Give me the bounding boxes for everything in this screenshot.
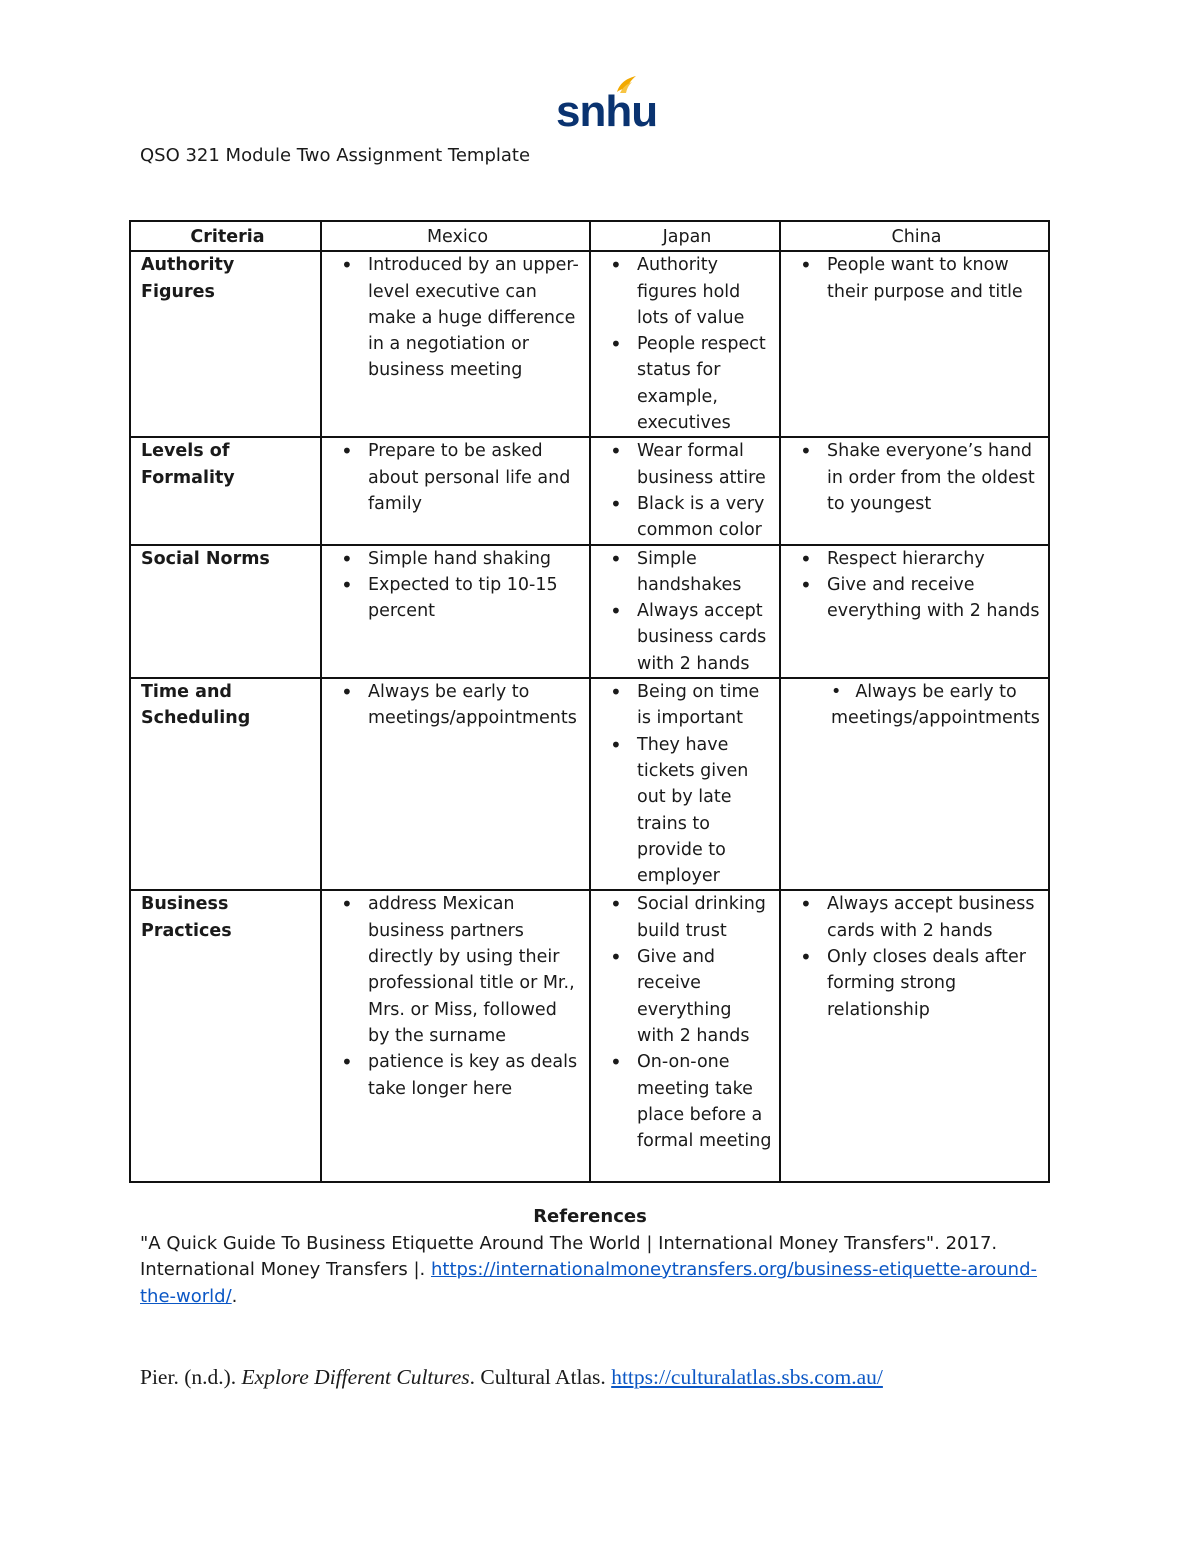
table-row	[130, 251, 1049, 437]
header-row	[130, 221, 1049, 251]
cell-mexico	[321, 251, 590, 437]
cell-china	[780, 545, 1049, 678]
bullet-list	[601, 679, 773, 889]
list-item: • patience is key as deals take longer here	[332, 1049, 583, 1102]
list-item: • Simple hand shaking	[332, 546, 583, 572]
list-item: • They have tickets given out by late trains to provide to employer	[601, 732, 773, 890]
list-item: • address Mexican business partners directly by using their professional title or Mr., Mrs. or Miss, followed by the surname	[332, 891, 583, 1049]
row-label: Business Practices	[130, 890, 321, 1182]
table-row	[130, 545, 1049, 678]
reference-2-source: . Cultural Atlas.	[469, 1365, 612, 1389]
table-row	[130, 678, 1049, 890]
cell-china	[780, 890, 1049, 1182]
table-row	[130, 437, 1049, 544]
reference-1-link[interactable]: https://internationalmoneytransfers.org/business-etiquette-around-the-world/	[140, 1259, 1038, 1307]
cell-japan	[590, 890, 780, 1182]
cell-china	[780, 437, 1049, 544]
list-item: • Being on time is important	[601, 679, 773, 732]
cell-mexico	[321, 678, 590, 890]
table-row	[130, 890, 1049, 1182]
list-item: • Only closes deals after forming strong relationship	[791, 944, 1042, 1023]
list-item: • People want to know their purpose and title	[791, 252, 1042, 305]
reference-1	[140, 1231, 1040, 1311]
list-item: • Always accept business cards with 2 hands	[601, 598, 773, 677]
cell-mexico	[321, 890, 590, 1182]
list-item: • Shake everyone’s hand in order from the oldest to youngest	[791, 438, 1042, 517]
bullet-list	[601, 891, 773, 1154]
header-japan: Japan	[590, 221, 780, 251]
bullet-list	[332, 252, 583, 383]
row-label: Time and Scheduling	[130, 678, 321, 890]
comparison-table	[129, 220, 1050, 1183]
list-item: • Black is a very common color	[601, 491, 773, 544]
cell-japan	[590, 251, 780, 437]
cell-mexico	[321, 545, 590, 678]
references-heading: References	[533, 1206, 647, 1227]
list-item: • Always accept business cards with 2 hands	[791, 891, 1042, 944]
bullet-list	[601, 252, 773, 436]
bullet-list	[791, 891, 1042, 1022]
reference-2	[140, 1362, 883, 1392]
header-china: China	[780, 221, 1049, 251]
list-item-text: Always be early to meetings/appointments	[831, 682, 1040, 729]
bullet-list	[791, 252, 1042, 305]
list-item: • Expected to tip 10-15 percent	[332, 572, 583, 625]
header-criteria: Criteria	[130, 221, 321, 251]
document-title: QSO 321 Module Two Assignment Template	[140, 145, 531, 166]
cell-mexico	[321, 437, 590, 544]
reference-2-title: Explore Different Cultures	[241, 1365, 470, 1389]
reference-1-end: .	[231, 1285, 238, 1307]
bullet-list	[791, 546, 1042, 625]
list-item: • Always be early to meetings/appointments	[332, 679, 583, 732]
reference-2-author: Pier. (n.d.).	[140, 1365, 242, 1389]
list-item	[791, 679, 1042, 732]
reference-1-text: "A Quick Guide To Business Etiquette Around The World | International Money Transfers". 2017. International Money Transfers |.	[140, 1232, 998, 1280]
bullet-list	[601, 438, 773, 543]
row-label: Social Norms	[130, 545, 321, 678]
bullet-list	[332, 546, 583, 625]
list-item: • Social drinking build trust	[601, 891, 773, 944]
bullet-list	[332, 891, 583, 1101]
row-label: Authority Figures	[130, 251, 321, 437]
cell-japan	[590, 545, 780, 678]
list-item: • People respect status for example, executives	[601, 331, 773, 436]
logo-text: snhu	[556, 87, 658, 136]
list-item: • Prepare to be asked about personal life and family	[332, 438, 583, 517]
bullet-icon: •	[831, 682, 842, 703]
references-section	[140, 1204, 1040, 1310]
cell-japan	[590, 437, 780, 544]
bullet-list	[332, 679, 583, 732]
list-item: • Give and receive everything with 2 hands	[791, 572, 1042, 625]
bullet-list	[601, 546, 773, 677]
list-item: • Authority figures hold lots of value	[601, 252, 773, 331]
list-item: • Give and receive everything with 2 hands	[601, 944, 773, 1049]
cell-japan	[590, 678, 780, 890]
cell-china	[780, 251, 1049, 437]
list-item: • Wear formal business attire	[601, 438, 773, 491]
list-item: • On-on-one meeting take place before a formal meeting	[601, 1049, 773, 1154]
cell-china	[780, 678, 1049, 890]
reference-2-link[interactable]: https://culturalatlas.sbs.com.au/	[611, 1365, 883, 1389]
snhu-logo	[556, 72, 658, 136]
row-label: Levels of Formality	[130, 437, 321, 544]
bullet-list	[332, 438, 583, 517]
list-item: • Respect hierarchy	[791, 546, 1042, 572]
bullet-list	[791, 438, 1042, 517]
list-item: • Introduced by an upper-level executive can make a huge difference in a negotiation or business meeting	[332, 252, 583, 383]
header-mexico: Mexico	[321, 221, 590, 251]
list-item: • Simple handshakes	[601, 546, 773, 599]
